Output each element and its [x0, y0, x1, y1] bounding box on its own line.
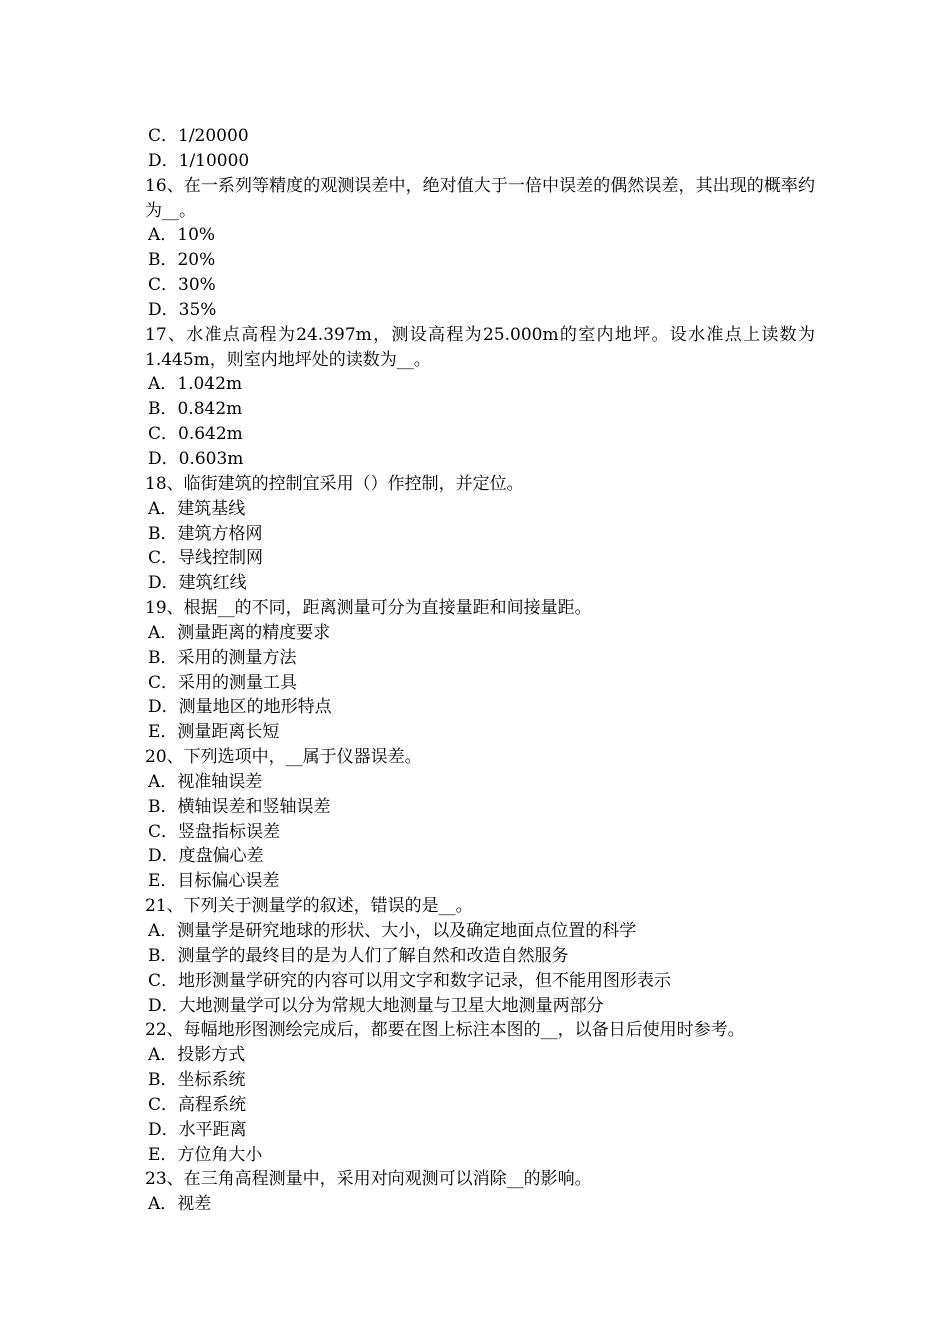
option-line: B．20% [148, 250, 216, 271]
option-line: D．0.603m [148, 448, 244, 469]
option-line: D．度盘偏心差 [148, 846, 264, 867]
option-line: B．测量学的最终目的是为人们了解自然和改造自然服务 [148, 945, 569, 966]
question-text: 19、根据__的不同，距离测量可分为直接量距和间接量距。 [145, 598, 592, 619]
question-text: 16、在一系列等精度的观测误差中，绝对值大于一倍中误差的偶然误差，其出现的概率约为__。 [145, 175, 815, 221]
option-line: E．目标偏心误差 [148, 871, 280, 892]
option-line: C．地形测量学研究的内容可以用文字和数字记录，但不能用图形表示 [148, 970, 672, 991]
option-line: C．30% [148, 275, 216, 296]
option-line: C．1/20000 [148, 126, 249, 146]
document-page [145, 124, 815, 1217]
option-line: B．坐标系统 [148, 1070, 246, 1091]
option-line: C．竖盘指标误差 [148, 821, 281, 842]
question-text: 22、每幅地形图测绘完成后，都要在图上标注本图的__，以备日后使用时参考。 [145, 1020, 745, 1041]
option-line: D．建筑红线 [148, 573, 247, 594]
option-line: A．视准轴误差 [148, 771, 263, 792]
option-line: D．大地测量学可以分为常规大地测量与卫星大地测量两部分 [148, 995, 604, 1016]
option-line: A．测量距离的精度要求 [148, 622, 331, 643]
option-line: A．建筑基线 [148, 498, 246, 519]
option-line: D．1/10000 [148, 150, 250, 171]
option-line: D．测量地区的地形特点 [148, 697, 332, 718]
option-line: D．水平距离 [148, 1119, 247, 1140]
option-line: C．高程系统 [148, 1094, 247, 1115]
question-text: 20、下列选项中，__属于仪器误差。 [145, 747, 422, 768]
option-line: B．建筑方格网 [148, 523, 263, 544]
option-line: A．投影方式 [148, 1045, 246, 1066]
option-line: A．视差 [148, 1194, 212, 1215]
option-line: B．0.842m [148, 399, 243, 420]
question-text: 21、下列关于测量学的叙述，错误的是__。 [145, 896, 473, 917]
question-text: 18、临街建筑的控制宜采用（）作控制，并定位。 [145, 473, 524, 494]
question-text: 23、在三角高程测量中，采用对向观测可以消除__的影响。 [145, 1169, 592, 1190]
option-line: C．0.642m [148, 424, 243, 445]
option-line: A．测量学是研究地球的形状、大小，以及确定地面点位置的科学 [148, 921, 637, 941]
option-line: E．方位角大小 [148, 1144, 263, 1165]
option-line: A．1.042m [148, 374, 243, 395]
option-line: D．35% [148, 299, 217, 320]
option-line: A．10% [148, 225, 216, 246]
option-line: C．采用的测量工具 [148, 672, 298, 693]
option-line: B．横轴误差和竖轴误差 [148, 796, 331, 817]
option-line: E．测量距离长短 [148, 722, 280, 743]
option-line: B．采用的测量方法 [148, 647, 297, 668]
option-line: C．导线控制网 [148, 548, 264, 569]
question-text: 17、水准点高程为24.397m，测设高程为25.000m的室内地坪。设水准点上读数为1.445m，则室内地坪处的读数为__。 [145, 324, 815, 370]
